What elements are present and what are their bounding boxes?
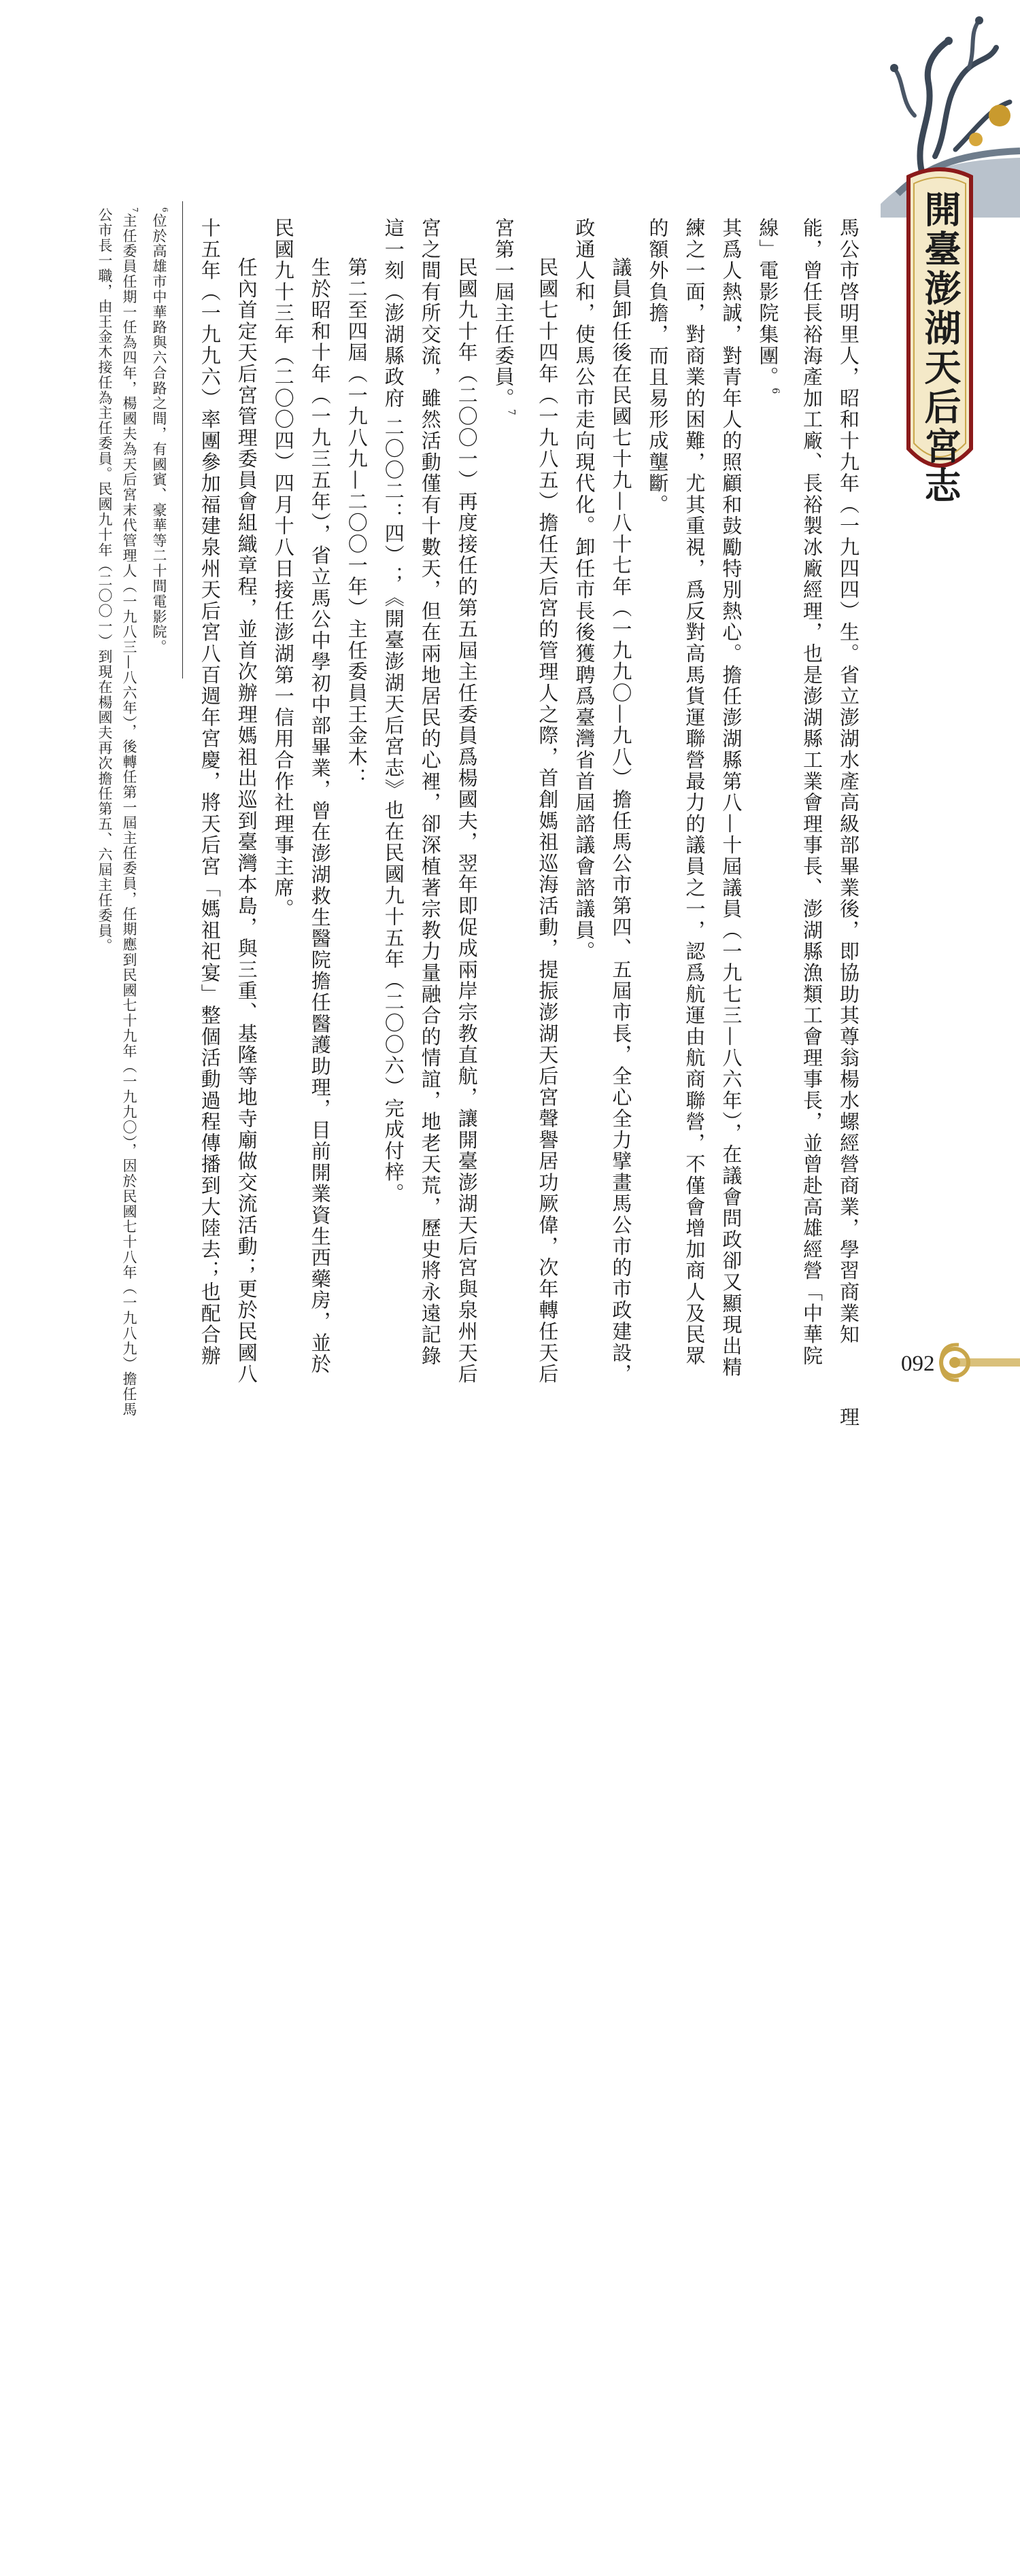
footnote-6: $^6$位於高雄市中華路與六合路之間，有國賓、豪華等二十間電影院。	[151, 207, 169, 655]
book-title: 開臺澎湖天后宮志	[919, 190, 962, 506]
scroll-ornament-icon	[932, 1338, 1020, 1387]
footnote-ref-6-visible: 6	[770, 388, 781, 396]
body-text	[180, 218, 867, 1428]
paragraph-5: 民國九十年（二〇〇一）再度接任的第五屆主任委員爲楊國夫，翌年即促成兩岸宗教直航，讓開臺澎湖天后宮與泉州天后宮之間有所交流，雖然活動僅有十數天，但在兩地居民的心裡，卻深植著宗教力量融合的情誼，地老天荒，歷史將永遠記錄這一刻（澎湖縣政府 二〇〇二：四）；《開臺澎湖天后宮志》也在民國九十五年（二〇〇六）完成付梓。	[381, 218, 479, 1385]
footnote-7: $^7$主任委員任期一任為四年，楊國夫為天后宮末代管理人（一九八三—八六年），後轉任第一屆主任委員，任期應到民國七十九年（一九九〇），因於民國七十八年（一九八九）擔任馬公市長一職，由王金木接任為主任委員。民國九十年（二〇〇一）到現在楊國夫再次擔任第五、六屆主任委員。	[97, 207, 139, 1418]
paragraph-2: 其爲人熱誠，對青年人的照顧和鼓勵特別熱心。擔任澎湖縣第八—十屆議員（一九七三—八六年），在議會問政卻又顯現出精練之一面，對商業的困難，尤其重視，爲反對高馬貨運聯營最力的議員之一，認爲航運由航商聯營，不僅會增加商人及民眾的額外負擔，而且易形成壟斷。	[646, 218, 743, 1378]
footnote-divider	[182, 201, 183, 679]
footnotes	[99, 207, 177, 1418]
paragraph-8: 任內首定天后宮管理委員會組織章程，並首次辦理媽祖出巡到臺灣本島，與三重、基隆等地寺廟做交流活動；更於民國八十五年（一九九六）率團參加福建泉州天后宮八百週年宮慶，將天后宮「媽祖祀宴」整個活動過程傳播到大陸去；也配合辦理	[198, 218, 860, 1428]
paragraph-6: 第二至四屆（一九八九—二〇〇一年）主任委員王金木：	[345, 257, 369, 789]
paragraph-7: 生於昭和十年（一九三五年），省立馬公中學初中部畢業，曾在澎湖救生醫院擔任醫護助理，目前開業資生西藥房，並於民國九十三年（二〇〇四）四月十八日接任澎湖第一信用合作社理事主席。	[271, 218, 332, 1375]
page-number: 092	[901, 1352, 935, 1376]
paragraph-4: 民國七十四年（一九八五）擔任天后宮的管理人之際，首創媽祖巡海活動，提振澎湖天后宮聲譽居功厥偉，次年轉任天后宮第一屆主任委員。$^7$	[492, 218, 560, 1385]
footnote-ref-7: 7	[505, 409, 517, 417]
paragraph-1: 馬公市啓明里人，昭和十九年（一九四四）生。省立澎湖水產高級部畢業後，即協助其尊翁楊水螺經營商業，學習商業知能，曾任長裕海產加工廠、長裕製冰廠經理，也是澎湖縣工業會理事長、澎湖縣漁類工會理事長，並曾赴高雄經營「中華院線」電影院集團。$^6$	[756, 218, 860, 1367]
paragraph-3: 議員卸任後在民國七十九—八十七年（一九九〇—九八）擔任馬公市第四、五屆市長，全心全力擘畫馬公市的市政建設，政通人和，使馬公市走向現代化。卸任市長後獲聘爲臺灣省首屆諮議會諮議員。	[573, 218, 633, 1385]
